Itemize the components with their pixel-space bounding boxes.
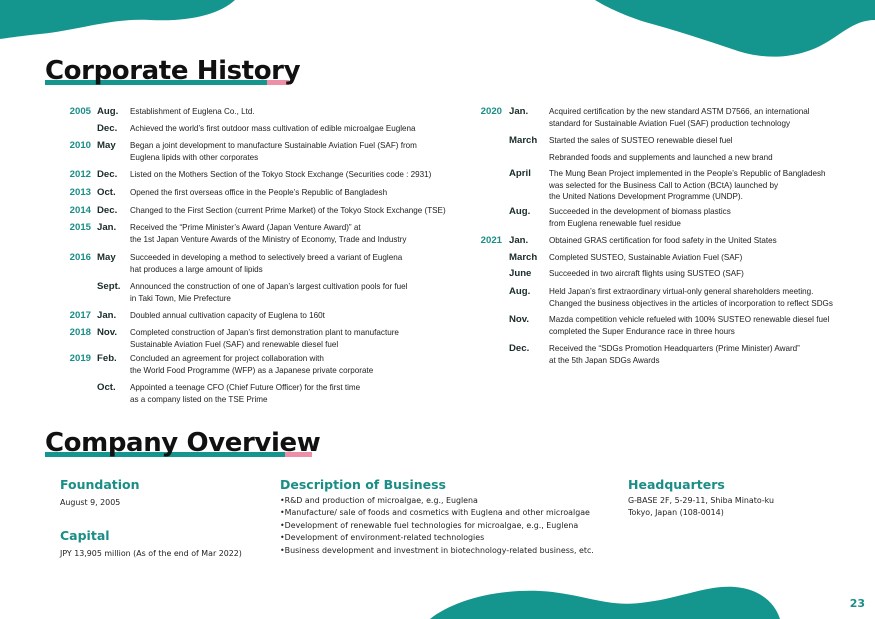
history-year: 2020 bbox=[480, 106, 502, 117]
business-item: •Development of renewable fuel technologies for microalgae, e.g., Euglena bbox=[280, 520, 579, 530]
headquarters-line: Tokyo, Japan (108-0014) bbox=[628, 508, 724, 518]
history-event-line: the World Food Programme (WFP) as a Japanese private corporate bbox=[130, 365, 374, 375]
history-month: March bbox=[509, 252, 538, 263]
capital-heading: Capital bbox=[60, 528, 110, 543]
history-year: 2016 bbox=[69, 252, 91, 263]
history-year: 2017 bbox=[69, 310, 91, 321]
history-month: April bbox=[509, 168, 531, 179]
corporate-history-title: Corporate History bbox=[45, 56, 301, 86]
capital-value: JPY 13,905 million (As of the end of Mar 2022) bbox=[60, 549, 242, 558]
history-event-line: the 1st Japan Venture Awards of the Ministry of Economy, Trade and Industry bbox=[130, 234, 407, 244]
history-event-line: Began a joint development to manufacture Sustainable Aviation Fuel (SAF) from bbox=[130, 141, 417, 150]
history-year: 2005 bbox=[69, 106, 91, 117]
history-year: 2019 bbox=[69, 353, 91, 364]
history-event-line: Obtained GRAS certification for food safety in the United States bbox=[549, 236, 777, 245]
history-month: Aug. bbox=[509, 286, 531, 297]
history-event-line: from Euglena renewable fuel residue bbox=[549, 218, 681, 228]
history-year: 2014 bbox=[69, 205, 91, 216]
foundation-value: August 9, 2005 bbox=[60, 498, 121, 507]
history-event-line: Completed SUSTEO, Sustainable Aviation Fuel (SAF) bbox=[549, 253, 743, 262]
history-month: Jan. bbox=[97, 222, 117, 233]
history-year: 2021 bbox=[480, 235, 502, 246]
history-event-line: Mazda competition vehicle refueled with 100% SUSTEO renewable diesel fuel bbox=[549, 315, 830, 324]
history-month: Nov. bbox=[97, 327, 118, 338]
history-event-line: the United Nations Development Programme (UNDP). bbox=[549, 192, 743, 202]
business-item: •Business development and investment in biotechnology-related business, etc. bbox=[280, 545, 594, 555]
headquarters-heading: Headquarters bbox=[628, 477, 725, 492]
history-event-line: Announced the construction of one of Japan’s largest cultivation pools for fuel bbox=[130, 282, 408, 291]
history-year: 2012 bbox=[69, 169, 91, 180]
history-event-line: Euglena lipids with other corporates bbox=[130, 152, 259, 162]
history-event-line: Started the sales of SUSTEO renewable diesel fuel bbox=[549, 136, 733, 145]
history-event-line: Completed construction of Japan’s first demonstration plant to manufacture bbox=[130, 328, 399, 337]
headquarters-address bbox=[628, 495, 774, 520]
history-month: Sept. bbox=[97, 281, 121, 292]
headquarters-line: G-BASE 2F, 5-29-11, Shiba Minato-ku bbox=[628, 496, 775, 505]
history-event-line: standard for Sustainable Aviation Fuel (SAF) production technology bbox=[549, 118, 791, 128]
history-event-line: at the 5th Japan SDGs Awards bbox=[549, 355, 660, 365]
business-item: •Development of environment-related technologies bbox=[280, 533, 485, 543]
history-event-line: Sustainable Aviation Fuel (SAF) and renewable diesel fuel bbox=[130, 339, 339, 349]
history-month: Feb. bbox=[97, 353, 117, 364]
history-event-line: Achieved the world’s first outdoor mass cultivation of edible microalgae Euglena bbox=[130, 124, 416, 133]
history-month: June bbox=[509, 268, 532, 279]
history-month: Aug. bbox=[97, 106, 119, 117]
top-right-wave-decoration bbox=[595, 0, 875, 65]
history-event-line: Opened the first overseas office in the People’s Republic of Bangladesh bbox=[130, 188, 388, 197]
history-month: Dec. bbox=[509, 343, 530, 354]
history-event-line: Listed on the Mothers Section of the Tokyo Stock Exchange (Securities code : 2931) bbox=[130, 170, 432, 179]
history-event-line: as a company listed on the TSE Prime bbox=[130, 394, 268, 404]
page-number: 23 bbox=[849, 597, 865, 610]
history-month: Dec. bbox=[97, 169, 118, 180]
bottom-wave-decoration bbox=[430, 583, 780, 619]
top-left-wave-decoration bbox=[0, 0, 235, 40]
history-event-line: The Mung Bean Project implemented in the People’s Republic of Bangladesh bbox=[549, 169, 826, 178]
history-month: Oct. bbox=[97, 187, 116, 198]
history-year: 2018 bbox=[69, 327, 91, 338]
history-year: 2015 bbox=[69, 222, 91, 233]
history-event-line: Appointed a teenage CFO (Chief Future Officer) for the first time bbox=[130, 383, 361, 392]
history-event-line: Changed to the First Section (current Prime Market) of the Tokyo Stock Exchange (TSE) bbox=[130, 206, 446, 215]
history-month: Dec. bbox=[97, 205, 118, 216]
history-event-line: was selected for the Business Call to Action (BCtA) launched by bbox=[549, 180, 778, 190]
history-event-line: Succeeded in developing a method to selectively breed a variant of Euglena bbox=[130, 253, 403, 262]
history-month: Oct. bbox=[97, 382, 116, 393]
business-item: •Manufacture/ sale of foods and cosmetics with Euglena and other microalgae bbox=[280, 508, 590, 518]
history-event-line: Changed the business objectives in the articles of incorporation to reflect SDGs bbox=[549, 298, 833, 308]
history-month: May bbox=[97, 140, 116, 151]
history-month: Jan. bbox=[97, 310, 117, 321]
history-month: Jan. bbox=[509, 235, 529, 246]
history-event-line: completed the Super Endurance race in three hours bbox=[549, 326, 735, 336]
company-overview-title: Company Overview bbox=[45, 428, 321, 458]
history-event-line: Received the “SDGs Promotion Headquarters (Prime Minister) Award” bbox=[549, 344, 800, 353]
history-event-line: Rebranded foods and supplements and launched a new brand bbox=[549, 153, 773, 162]
history-event-line: Acquired certification by the new standard ASTM D7566, an international bbox=[549, 107, 810, 116]
history-event-line: Held Japan’s first extraordinary virtual-only general shareholders meeting. bbox=[549, 287, 814, 296]
foundation-heading: Foundation bbox=[60, 477, 140, 492]
history-event-line: Concluded an agreement for project collaboration with bbox=[130, 354, 324, 363]
history-event-line: Succeeded in two aircraft flights using SUSTEO (SAF) bbox=[549, 269, 744, 278]
history-month: Jan. bbox=[509, 106, 529, 117]
history-month: Dec. bbox=[97, 123, 118, 134]
business-list bbox=[280, 495, 594, 557]
history-event-line: Received the “Prime Minister’s Award (Japan Venture Award)” at bbox=[130, 223, 361, 232]
history-event-line: Establishment of Euglena Co., Ltd. bbox=[130, 107, 255, 116]
history-month: May bbox=[97, 252, 116, 263]
history-event-line: Doubled annual cultivation capacity of Euglena to 160t bbox=[130, 311, 325, 320]
history-month: Aug. bbox=[509, 206, 531, 217]
business-heading: Description of Business bbox=[280, 477, 446, 492]
history-event-line: hat produces a large amount of lipids bbox=[130, 264, 263, 274]
business-item: •R&D and production of microalgae, e.g., Euglena bbox=[280, 496, 478, 505]
history-event-line: Succeeded in the development of biomass plastics bbox=[549, 207, 731, 216]
history-event-line: in Taki Town, Mie Prefecture bbox=[130, 293, 231, 303]
history-month: Nov. bbox=[509, 314, 530, 325]
history-month: March bbox=[509, 135, 538, 146]
history-year: 2010 bbox=[69, 140, 91, 151]
history-year: 2013 bbox=[69, 187, 91, 198]
